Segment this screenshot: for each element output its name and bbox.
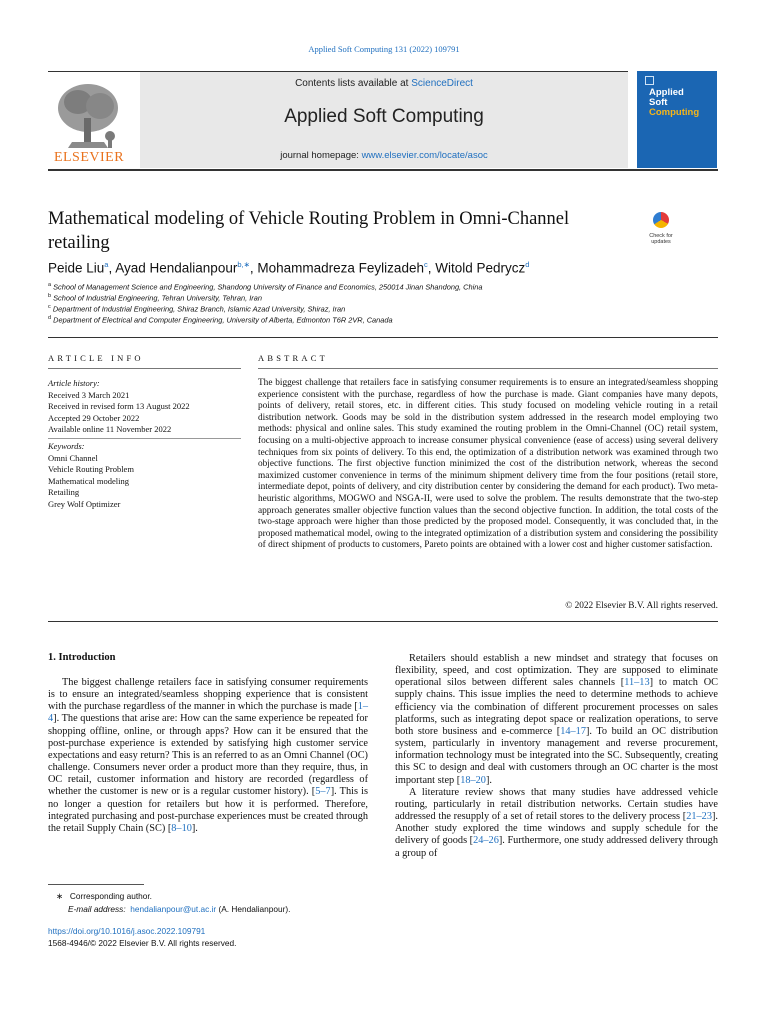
citation-link[interactable]: 11–13 (624, 677, 650, 689)
citation-link[interactable]: 24–26 (473, 835, 499, 847)
author-separator: , (249, 260, 258, 276)
footnote-marker: ∗ (56, 891, 63, 901)
citation-link[interactable]: 1–4 (48, 701, 368, 725)
issn-line: 1568-4946/© 2022 Elsevier B.V. All rights reserved. (48, 938, 237, 948)
keyword: Grey Wolf Optimizer (48, 498, 121, 509)
check-for-updates-icon[interactable] (653, 212, 669, 228)
cover-title (649, 88, 713, 118)
check-badge-line: Check for (649, 233, 673, 239)
text-run: The biggest challenge retailers face in satisfying consumer requirements is to ensure an integrated/seamless shopping experience that is consistent with the purchase regardless of the manner in which the purchase is made [ (48, 677, 368, 713)
article-info-heading: ARTICLE INFO (48, 353, 144, 363)
text-run: Retailers should establish a new mindset and strategy that focuses on flexibility, speed, and cost optimization. They are supposed to eliminate operational silos between different sales channels [ (395, 653, 718, 689)
keywords-label: Keywords: (48, 441, 85, 451)
check-for-updates-label[interactable] (643, 233, 679, 245)
article-title-line: retailing (48, 233, 110, 253)
keyword: Vehicle Routing Problem (48, 464, 134, 474)
abstract-copyright: © 2022 Elsevier B.V. All rights reserved. (565, 601, 718, 611)
author-separator: , (108, 260, 116, 276)
introduction-heading: 1. Introduction (48, 652, 116, 663)
author-affil-marker[interactable]: c (423, 260, 428, 269)
contents-prefix: Contents lists available at (295, 78, 412, 89)
intro-paragraph (48, 677, 368, 835)
text-run: A literature review shows that many studies have addressed vehicle routing, particularly in retail distribution networks. Certain studies have addressed the resupply of a set of retail stores to the delivery process [ (395, 786, 718, 823)
text-run: ] to match OC supply chains. This issue implies the need to determine methods to achieve efficiency via the combination of different procurement processes on sales platforms, such as integrating depot space or realization operations, to serve both store business and e-commerce [ (395, 677, 719, 737)
check-badge-line: updates (651, 239, 671, 245)
author-name[interactable]: Mohammadreza Feylizadeh (257, 260, 424, 276)
affiliation (48, 315, 728, 324)
publisher-name: ELSEVIER (53, 150, 125, 165)
cover-title-line: Computing (649, 107, 700, 118)
citation-link[interactable]: 14–17 (560, 725, 586, 737)
cover-title-line: Soft (649, 97, 668, 108)
email-note (68, 904, 290, 914)
journal-reference[interactable]: Applied Soft Computing 131 (2022) 109791 (308, 44, 460, 54)
cover-logo-mark (645, 76, 654, 85)
affiliation-marker: d (48, 315, 52, 321)
header-bottom-rule (48, 169, 718, 171)
homepage-prefix: journal homepage: (280, 150, 362, 161)
affiliation-marker: c (48, 304, 51, 310)
homepage-link[interactable]: www.elsevier.com/locate/asoc (361, 150, 488, 161)
affiliation (48, 282, 728, 291)
email-suffix: (A. Hendalianpour). (216, 904, 291, 914)
affiliation-text: Department of Industrial Engineering, Shiraz Branch, Islamic Azad University, Shiraz, Iran (52, 304, 346, 314)
article-title (48, 207, 638, 255)
history-received: Received 3 March 2021 (48, 389, 130, 400)
homepage-line (140, 150, 628, 161)
affiliation-text: Department of Electrical and Computer Engineering, University of Alberta, Edmonton T6R 2VR, Canada (53, 315, 393, 325)
corresponding-author-note (56, 891, 152, 901)
author-affil-marker[interactable]: b,∗ (237, 260, 250, 269)
affiliation (48, 293, 728, 302)
affiliation-text: School of Management Science and Engineering, Shandong University of Finance and Economics, 250014 Jinan Shandong, China (53, 282, 483, 292)
history-accepted: Accepted 29 October 2022 (48, 412, 140, 423)
corresponding-label: Corresponding author. (69, 891, 152, 901)
text-run: ]. This is no longer a question for retailers but how it is performed. Therefore, integrated purchasing and post-purchase experiences must be created through the retail Supply Chain (SC) [ (48, 786, 369, 834)
text-run: ]. (485, 774, 492, 786)
citation-link[interactable]: 5–7 (315, 786, 331, 798)
author-name[interactable]: Peide Liu (48, 260, 105, 276)
abstract-bottom-rule (48, 621, 718, 622)
sciencedirect-link[interactable]: ScienceDirect (411, 78, 473, 89)
text-run: ]. The questions that arise are: How can the same experience be repeated for shopping offline, online, or through apps? How can it be ensured that the post-purchase experience is extended by satisfying high customer service expectations and easy return? This is an referred to as an Omni Channel (OC) challenge. Consumers never order a product more than they require, thus, in OC retail, customer information and history are recorded (regardless of whether the customer is new or is a regular customer history). [ (48, 713, 368, 798)
keyword: Omni Channel (48, 452, 98, 463)
affiliation-text: School of Industrial Engineering, Tehran University, Tehran, Iran (53, 293, 262, 303)
intro-left-column (48, 677, 368, 835)
section-rule (48, 337, 718, 338)
affiliation-marker: b (48, 293, 52, 299)
affiliation-marker: a (48, 282, 52, 288)
author-affil-marker[interactable]: d (525, 260, 530, 269)
article-title-line: Mathematical modeling of Vehicle Routing Problem in Omni-Channel (48, 209, 570, 229)
email-link[interactable]: hendalianpour@ut.ac.ir (130, 904, 217, 914)
intro-right-column (395, 653, 718, 860)
citation-link[interactable]: 18–20 (460, 774, 486, 786)
abstract-heading: ABSTRACT (258, 353, 328, 363)
text-run: ]. (191, 822, 198, 834)
abstract-body: The biggest challenge that retailers face in satisfying consumer requirements is to ensure an integrated/seamless shopping experience consistent with the purchase, regardless of how the purchase is made. Giant companies have many depots, points of delivery, retail stores, etc. in different cities. This study focused on modeling vehicle routing in a retail distribution network. Goods may be sold in the distribution system addressed in the research model employing two methods: physical and online sales. This study examined the routing problem in the Omni-Channel (OC) retail system, focusing on a multi-objective approach to increase consumer physical convenience (ease of access) using several delivery techniques from six points of delivery. To this end, the optimization of a distribution network was examined through two objective functions. The first objective function minimized the cost of the distribution network, whereas the second maximized customer convenience in terms of the minimum shipment delivery time from the four positions (retail store, intermediate depot, points of delivery, and city distribution center by considering the demand for each product). Two meta-heuristic algorithms, MOGWO and NSGA-II, were used to solve the problem. The results demonstrate that the two-step approach generates smaller objective function values than the second objective function. In addition, the total costs of the two-stage approach were higher than those predicted by the proposed model. Consequently, it was concluded that, in the proposed mathematical model, owing to the integrated optimization of a distribution system and considering the possibility of direct shipment of products to customers, Pareto points are obtained with a lower cost and higher customer satisfaction. (258, 378, 718, 551)
author-separator: , (427, 260, 436, 276)
contents-line (140, 78, 628, 89)
history-revised: Received in revised form 13 August 2022 (48, 401, 190, 411)
intro-paragraph (395, 787, 718, 860)
journal-cover[interactable] (637, 71, 717, 168)
citation-link[interactable]: 21–23 (686, 811, 712, 823)
history-online: Available online 11 November 2022 (48, 424, 172, 434)
author-name[interactable]: Ayad Hendalianpour (115, 260, 238, 276)
intro-paragraph (395, 653, 718, 787)
affiliation (48, 304, 728, 313)
footnote-rule (48, 884, 144, 885)
text-run: ]. Another study explored the time windows and supply schedule for the delivery of goods [ (395, 811, 718, 847)
email-label: E-mail address: (68, 904, 126, 914)
article-info-rule (48, 368, 241, 369)
history-label: Article history: (48, 378, 100, 388)
text-run: ]. Furthermore, one study addressed delivery through a group of (395, 835, 718, 859)
abstract-rule (258, 368, 718, 369)
keyword: Mathematical modeling (48, 475, 129, 486)
journal-title: Applied Soft Computing (284, 106, 484, 127)
author-name[interactable]: Witold Pedrycz (435, 260, 526, 276)
author-list (48, 260, 728, 276)
keyword: Retailing (48, 487, 80, 497)
author-affil-marker[interactable]: a (104, 260, 109, 269)
citation-link[interactable]: 8–10 (171, 822, 192, 834)
keywords-separator (48, 438, 241, 439)
cover-title-line: Applied (649, 87, 684, 98)
text-run: ]. To build an OC distribution system, particularly in inventory management and reverse procurement, information technology must be integrated into the SC. Subsequently, creating this SC to design and deal with customers through an OC charter is the most important step [ (395, 725, 718, 786)
doi-link[interactable]: https://doi.org/10.1016/j.asoc.2022.109791 (48, 926, 206, 936)
